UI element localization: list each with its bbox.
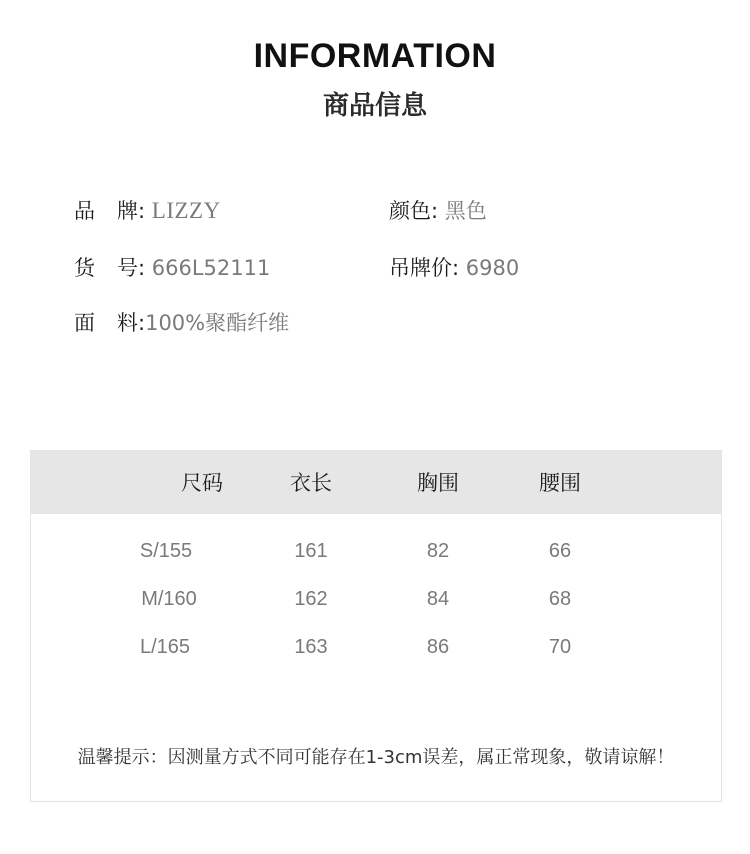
cell-waist: 66 <box>548 540 572 562</box>
page-title-cn: 商品信息 <box>322 91 427 121</box>
cell-size: S/155 <box>139 540 193 562</box>
item-no-value: 666L52111 <box>151 256 271 280</box>
size-table-header <box>30 450 722 514</box>
item-no-colon: : <box>138 256 146 280</box>
brand-label-char-2: 牌 <box>117 199 138 223</box>
header-length: 衣长 <box>290 471 332 495</box>
color-label: 颜色 <box>389 199 431 223</box>
header-bust: 胸围 <box>417 471 459 495</box>
brand-colon: : <box>138 199 146 223</box>
brand-value: LIZZY <box>151 198 221 223</box>
cell-size: L/165 <box>139 636 191 658</box>
size-table <box>30 450 722 802</box>
info-tag-price-row <box>389 253 519 283</box>
cell-bust: 84 <box>426 588 450 610</box>
item-no-label <box>74 253 138 283</box>
cell-bust: 82 <box>426 540 450 562</box>
measurement-note: 温馨提示：因测量方式不同可能存在1-3cm误差，属正常现象，敬请谅解！ <box>77 747 675 768</box>
cell-waist: 68 <box>548 588 572 610</box>
fabric-label-char-2: 料 <box>117 311 138 335</box>
fabric-label-char-1: 面 <box>74 311 95 335</box>
tag-price-colon: : <box>452 256 460 280</box>
item-no-label-char-1: 货 <box>74 256 95 280</box>
info-item-no-row <box>74 253 270 283</box>
cell-length: 161 <box>294 540 328 562</box>
header-waist: 腰围 <box>539 471 581 495</box>
cell-size: M/160 <box>141 588 197 610</box>
info-brand-row <box>74 196 221 226</box>
fabric-colon: : <box>138 311 146 335</box>
info-fabric-row <box>74 308 289 338</box>
cell-bust: 86 <box>426 636 450 658</box>
brand-label <box>74 196 138 226</box>
item-no-label-char-2: 号 <box>117 256 138 280</box>
fabric-value: 100%聚酯纤维 <box>145 311 290 335</box>
brand-label-char-1: 品 <box>74 199 95 223</box>
cell-waist: 70 <box>548 636 572 658</box>
cell-length: 162 <box>294 588 328 610</box>
color-colon: : <box>431 199 439 223</box>
tag-price-value: 6980 <box>465 256 520 280</box>
header-size: 尺码 <box>181 471 223 495</box>
fabric-label <box>74 308 138 338</box>
info-color-row <box>389 196 487 226</box>
tag-price-label: 吊牌价 <box>389 256 452 280</box>
cell-length: 163 <box>294 636 328 658</box>
page-title-en: INFORMATION <box>253 37 497 75</box>
color-value: 黑色 <box>444 199 487 223</box>
